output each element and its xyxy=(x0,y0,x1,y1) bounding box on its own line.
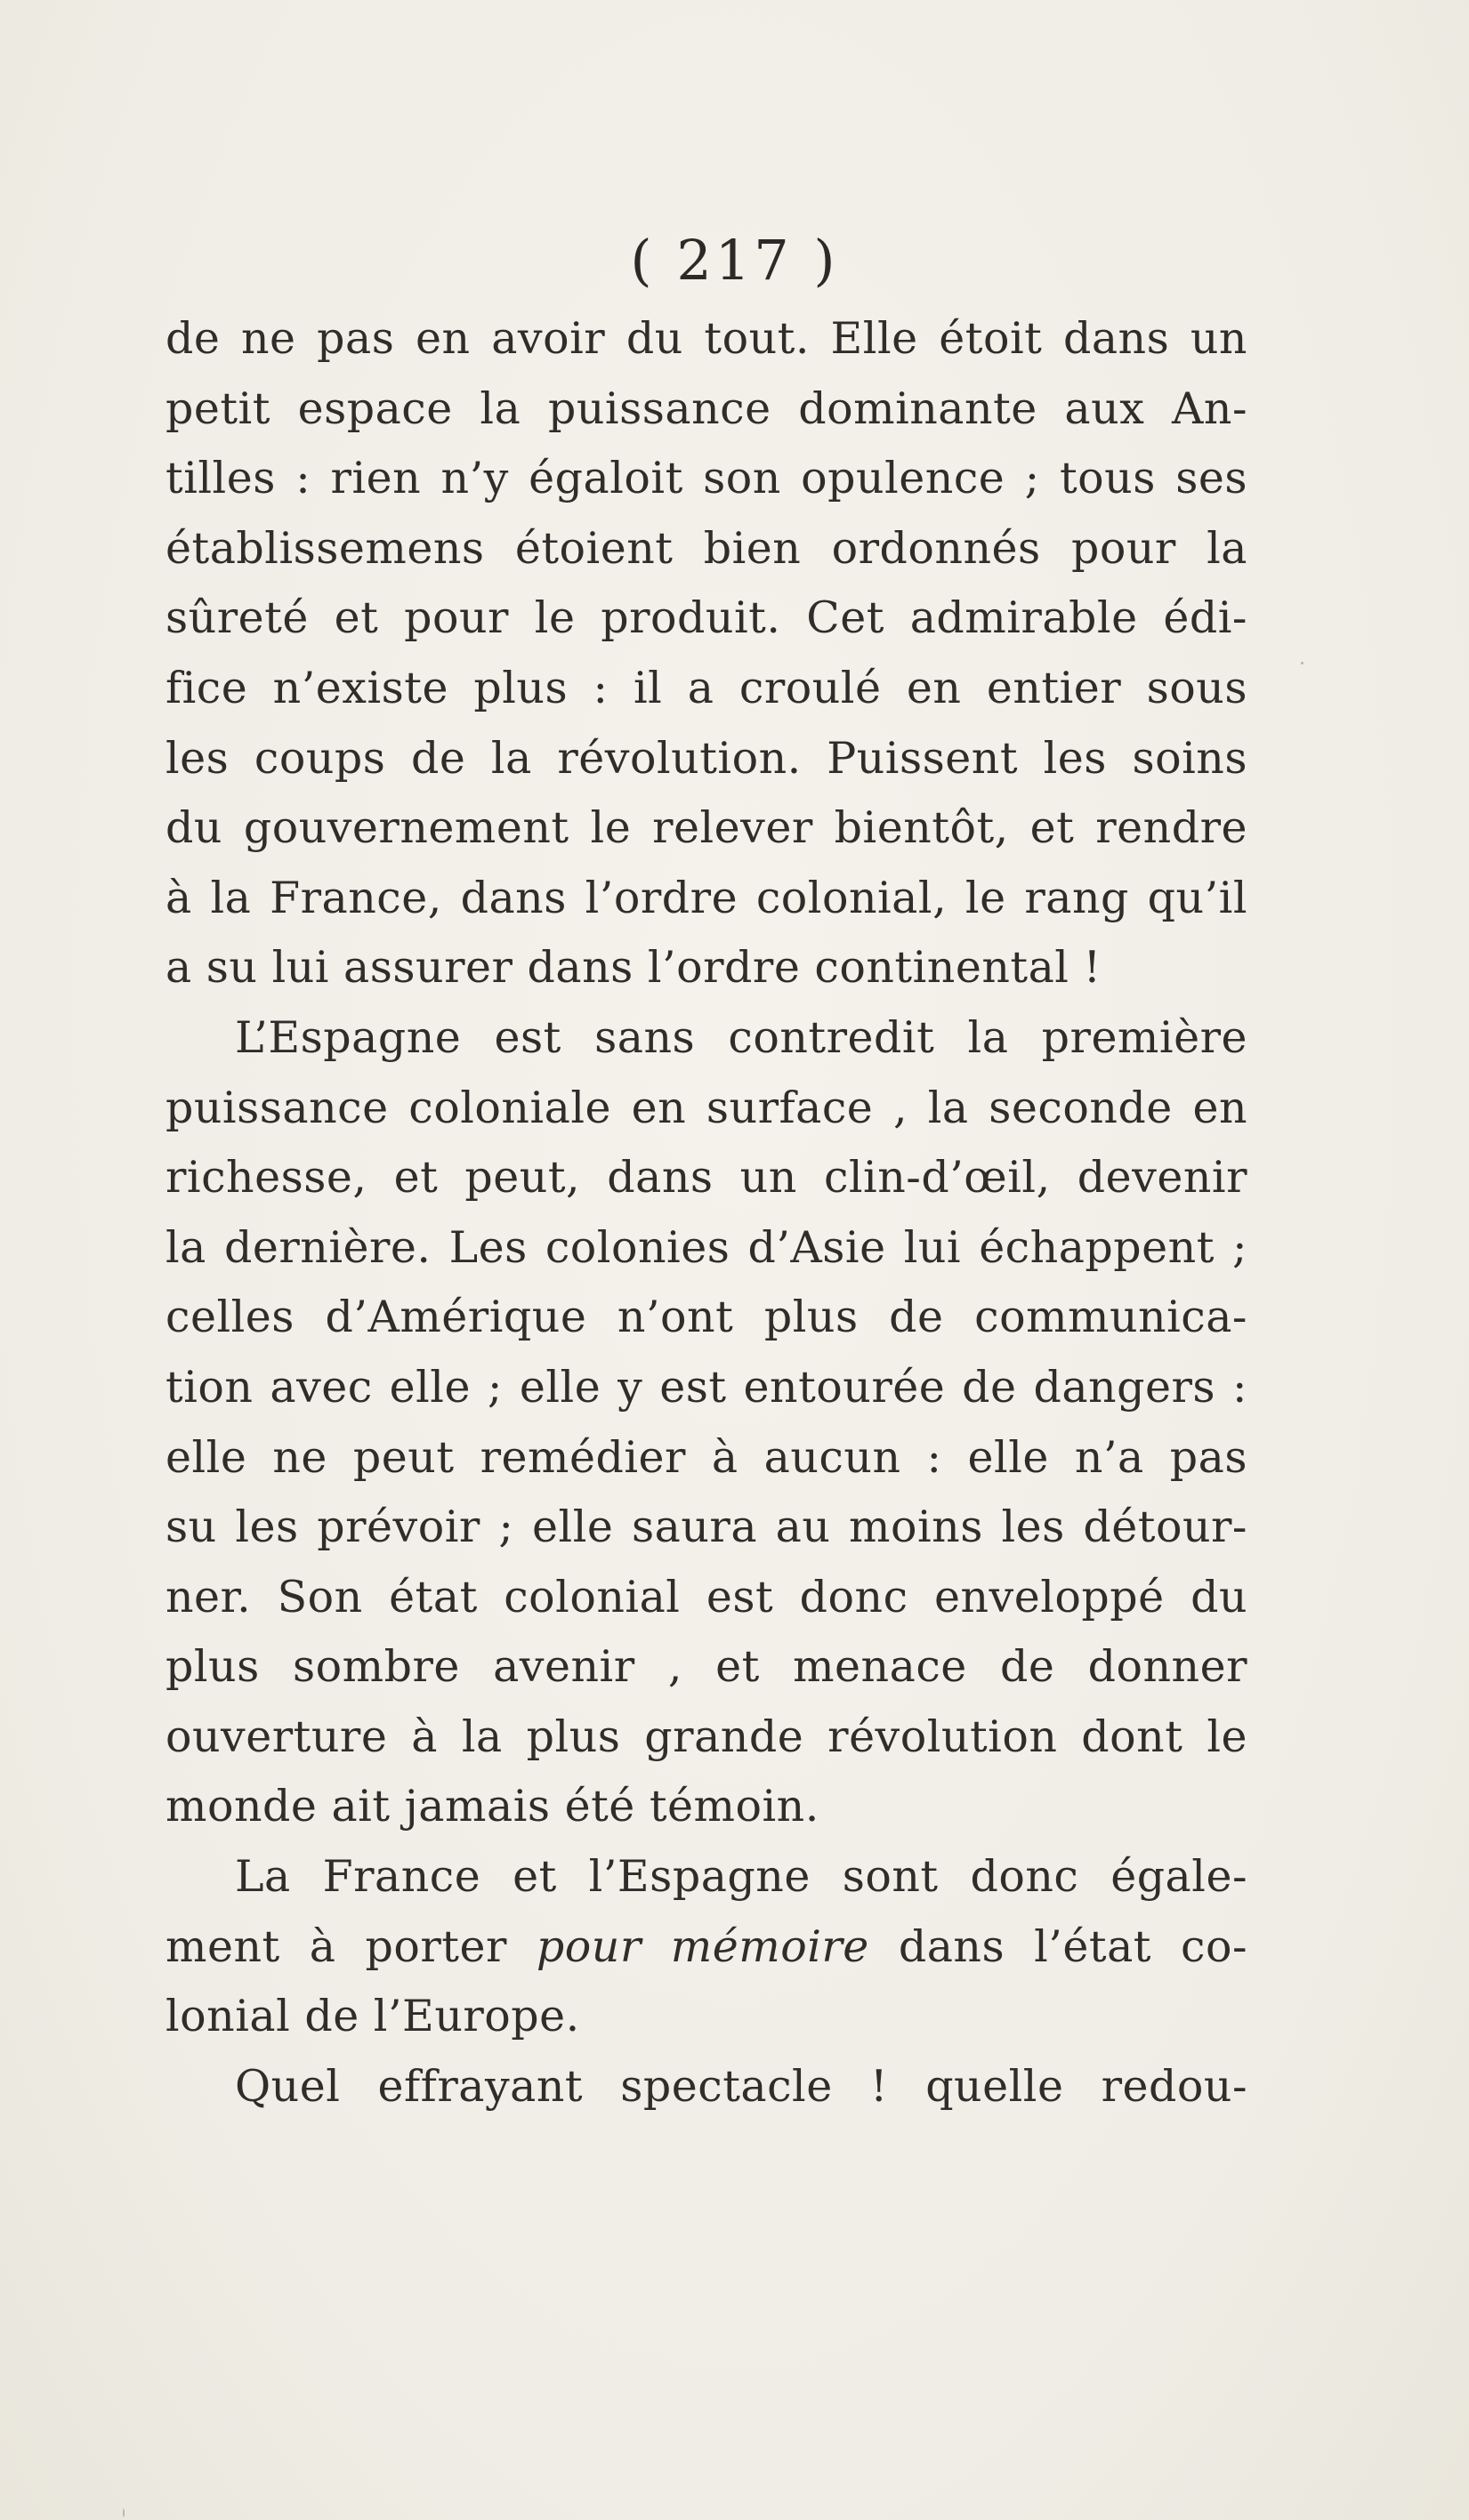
text-line: sûreté et pour le produit. Cet admirable édi- xyxy=(165,592,1247,644)
text-line: à la France, dans l’ordre colonial, le rang qu’il xyxy=(165,872,1247,923)
text-line: lonial de l’Europe. xyxy=(165,1991,580,2042)
text-line: su les prévoir ; elle saura au moins les détour- xyxy=(165,1502,1247,1553)
text-line: celles d’Amérique n’ont plus de communica- xyxy=(165,1292,1247,1343)
text-line: petit espace la puissance dominante aux An- xyxy=(165,382,1247,434)
text-line: richesse, et peut, dans un clin-d’œil, devenir xyxy=(165,1152,1247,1204)
text-line-with-italic xyxy=(165,1912,1247,1983)
text-line: plus sombre avenir , et menace de donner xyxy=(165,1641,1247,1693)
text-line: monde ait jamais été témoin. xyxy=(165,1781,819,1832)
text-line: du gouvernement le relever bientôt, et rendre xyxy=(165,802,1247,854)
paper-speck xyxy=(1301,662,1304,664)
text-fragment: dans l’état co- xyxy=(898,1920,1247,1972)
italic-phrase: pour mémoire xyxy=(536,1920,869,1972)
text-line: tilles : rien n’y égaloit son opulence ; tous ses xyxy=(165,453,1247,504)
text-line: a su lui assurer dans l’ordre continental ! xyxy=(165,942,1102,994)
text-line: tion avec elle ; elle y est entourée de dangers : xyxy=(165,1361,1247,1413)
text-line: ouverture à la plus grande révolution dont le xyxy=(165,1711,1247,1762)
text-line: la dernière. Les colonies d’Asie lui échappent ; xyxy=(165,1221,1247,1273)
page-number: ( 217 ) xyxy=(630,228,839,293)
text-line: elle ne peut remédier à aucun : elle n’a pas xyxy=(165,1431,1247,1483)
text-line: les coups de la révolution. Puissent les soins xyxy=(165,732,1247,784)
text-line: de ne pas en avoir du tout. Elle étoit dans un xyxy=(165,313,1247,364)
paper-speck xyxy=(123,2508,125,2517)
text-line: L’Espagne est sans contredit la première xyxy=(235,1011,1247,1063)
text-line: établissemens étoient bien ordonnés pour la xyxy=(165,522,1247,574)
text-line: fice n’existe plus : il a croulé en entier sous xyxy=(165,662,1247,713)
text-line: ner. Son état colonial est donc enveloppé du xyxy=(165,1571,1247,1622)
text-fragment: ment à porter xyxy=(165,1920,507,1972)
text-line: Quel effrayant spectacle ! quelle redou- xyxy=(235,2060,1247,2112)
page-body-text xyxy=(165,304,1247,2121)
text-line: puissance coloniale en surface , la seconde en xyxy=(165,1082,1247,1133)
text-line: La France et l’Espagne sont donc égale- xyxy=(235,1851,1247,1903)
